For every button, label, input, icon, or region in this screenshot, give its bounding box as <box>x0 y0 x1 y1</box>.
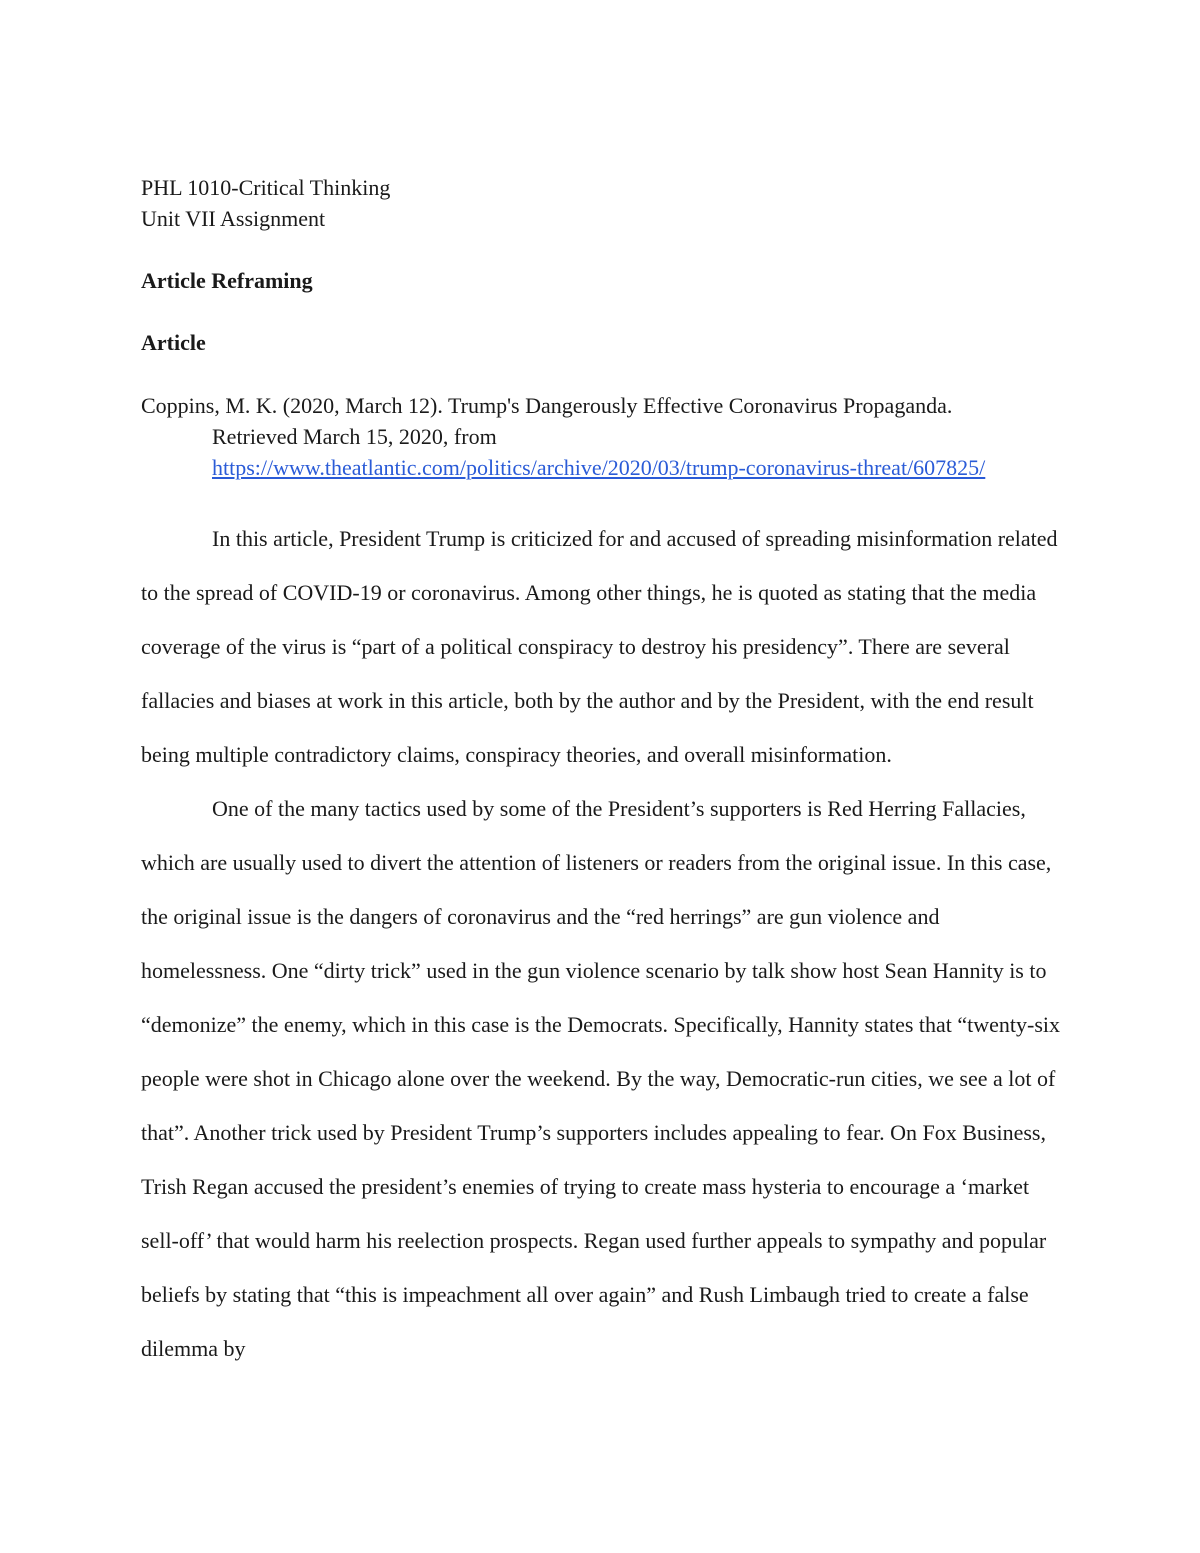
reference-citation: Coppins, M. K. (2020, March 12). Trump's Dangerously Effective Coronavirus Propaganda. <box>141 393 953 418</box>
reference-entry <box>141 390 1101 483</box>
assignment-name: Unit VII Assignment <box>141 206 326 231</box>
document-title: Article Reframing <box>141 268 313 293</box>
section-heading: Article <box>141 330 206 355</box>
reference-link-line <box>141 452 1101 483</box>
reference-retrieved: Retrieved March 15, 2020, from <box>212 424 497 449</box>
paragraph: In this article, President Trump is criticized for and accused of spreading misinformation related to the spread of COVID-19 or coronavirus. Among other things, he is quoted as stating that the media coverage of the virus is “part of a political conspiracy to destroy his presidency”. There are several fallacies and biases at work in this article, both by the author and by the President, with the end result being multiple contradictory claims, conspiracy theories, and overall misinformation. <box>141 526 1058 767</box>
reference-url-link[interactable]: https://www.theatlantic.com/politics/archive/2020/03/trump-coronavirus-threat/607825/ <box>212 455 986 480</box>
body-text <box>141 512 1061 1376</box>
paragraph: One of the many tactics used by some of the President’s supporters is Red Herring Fallacies, which are usually used to divert the attention of listeners or readers from the original issue. In this case, the original issue is the dangers of coronavirus and the “red herrings” are gun violence and homelessness. One “dirty trick” used in the gun violence scenario by talk show host Sean Hannity is to “demonize” the enemy, which in this case is the Democrats. Specifically, Hannity states that “twenty-six people were shot in Chicago alone over the weekend. By the way, Democratic-run cities, we see a lot of that”. Another trick used by President Trump’s supporters includes appealing to fear. On Fox Business, Trish Regan accused the president’s enemies of trying to create mass hysteria to encourage a ‘market sell-off’ that would harm his reelection prospects. Regan used further appeals to sympathy and popular beliefs by stating that “this is impeachment all over again” and Rush Limbaugh tried to create a false dilemma by <box>141 796 1061 1361</box>
course-name: PHL 1010-Critical Thinking <box>141 175 391 200</box>
